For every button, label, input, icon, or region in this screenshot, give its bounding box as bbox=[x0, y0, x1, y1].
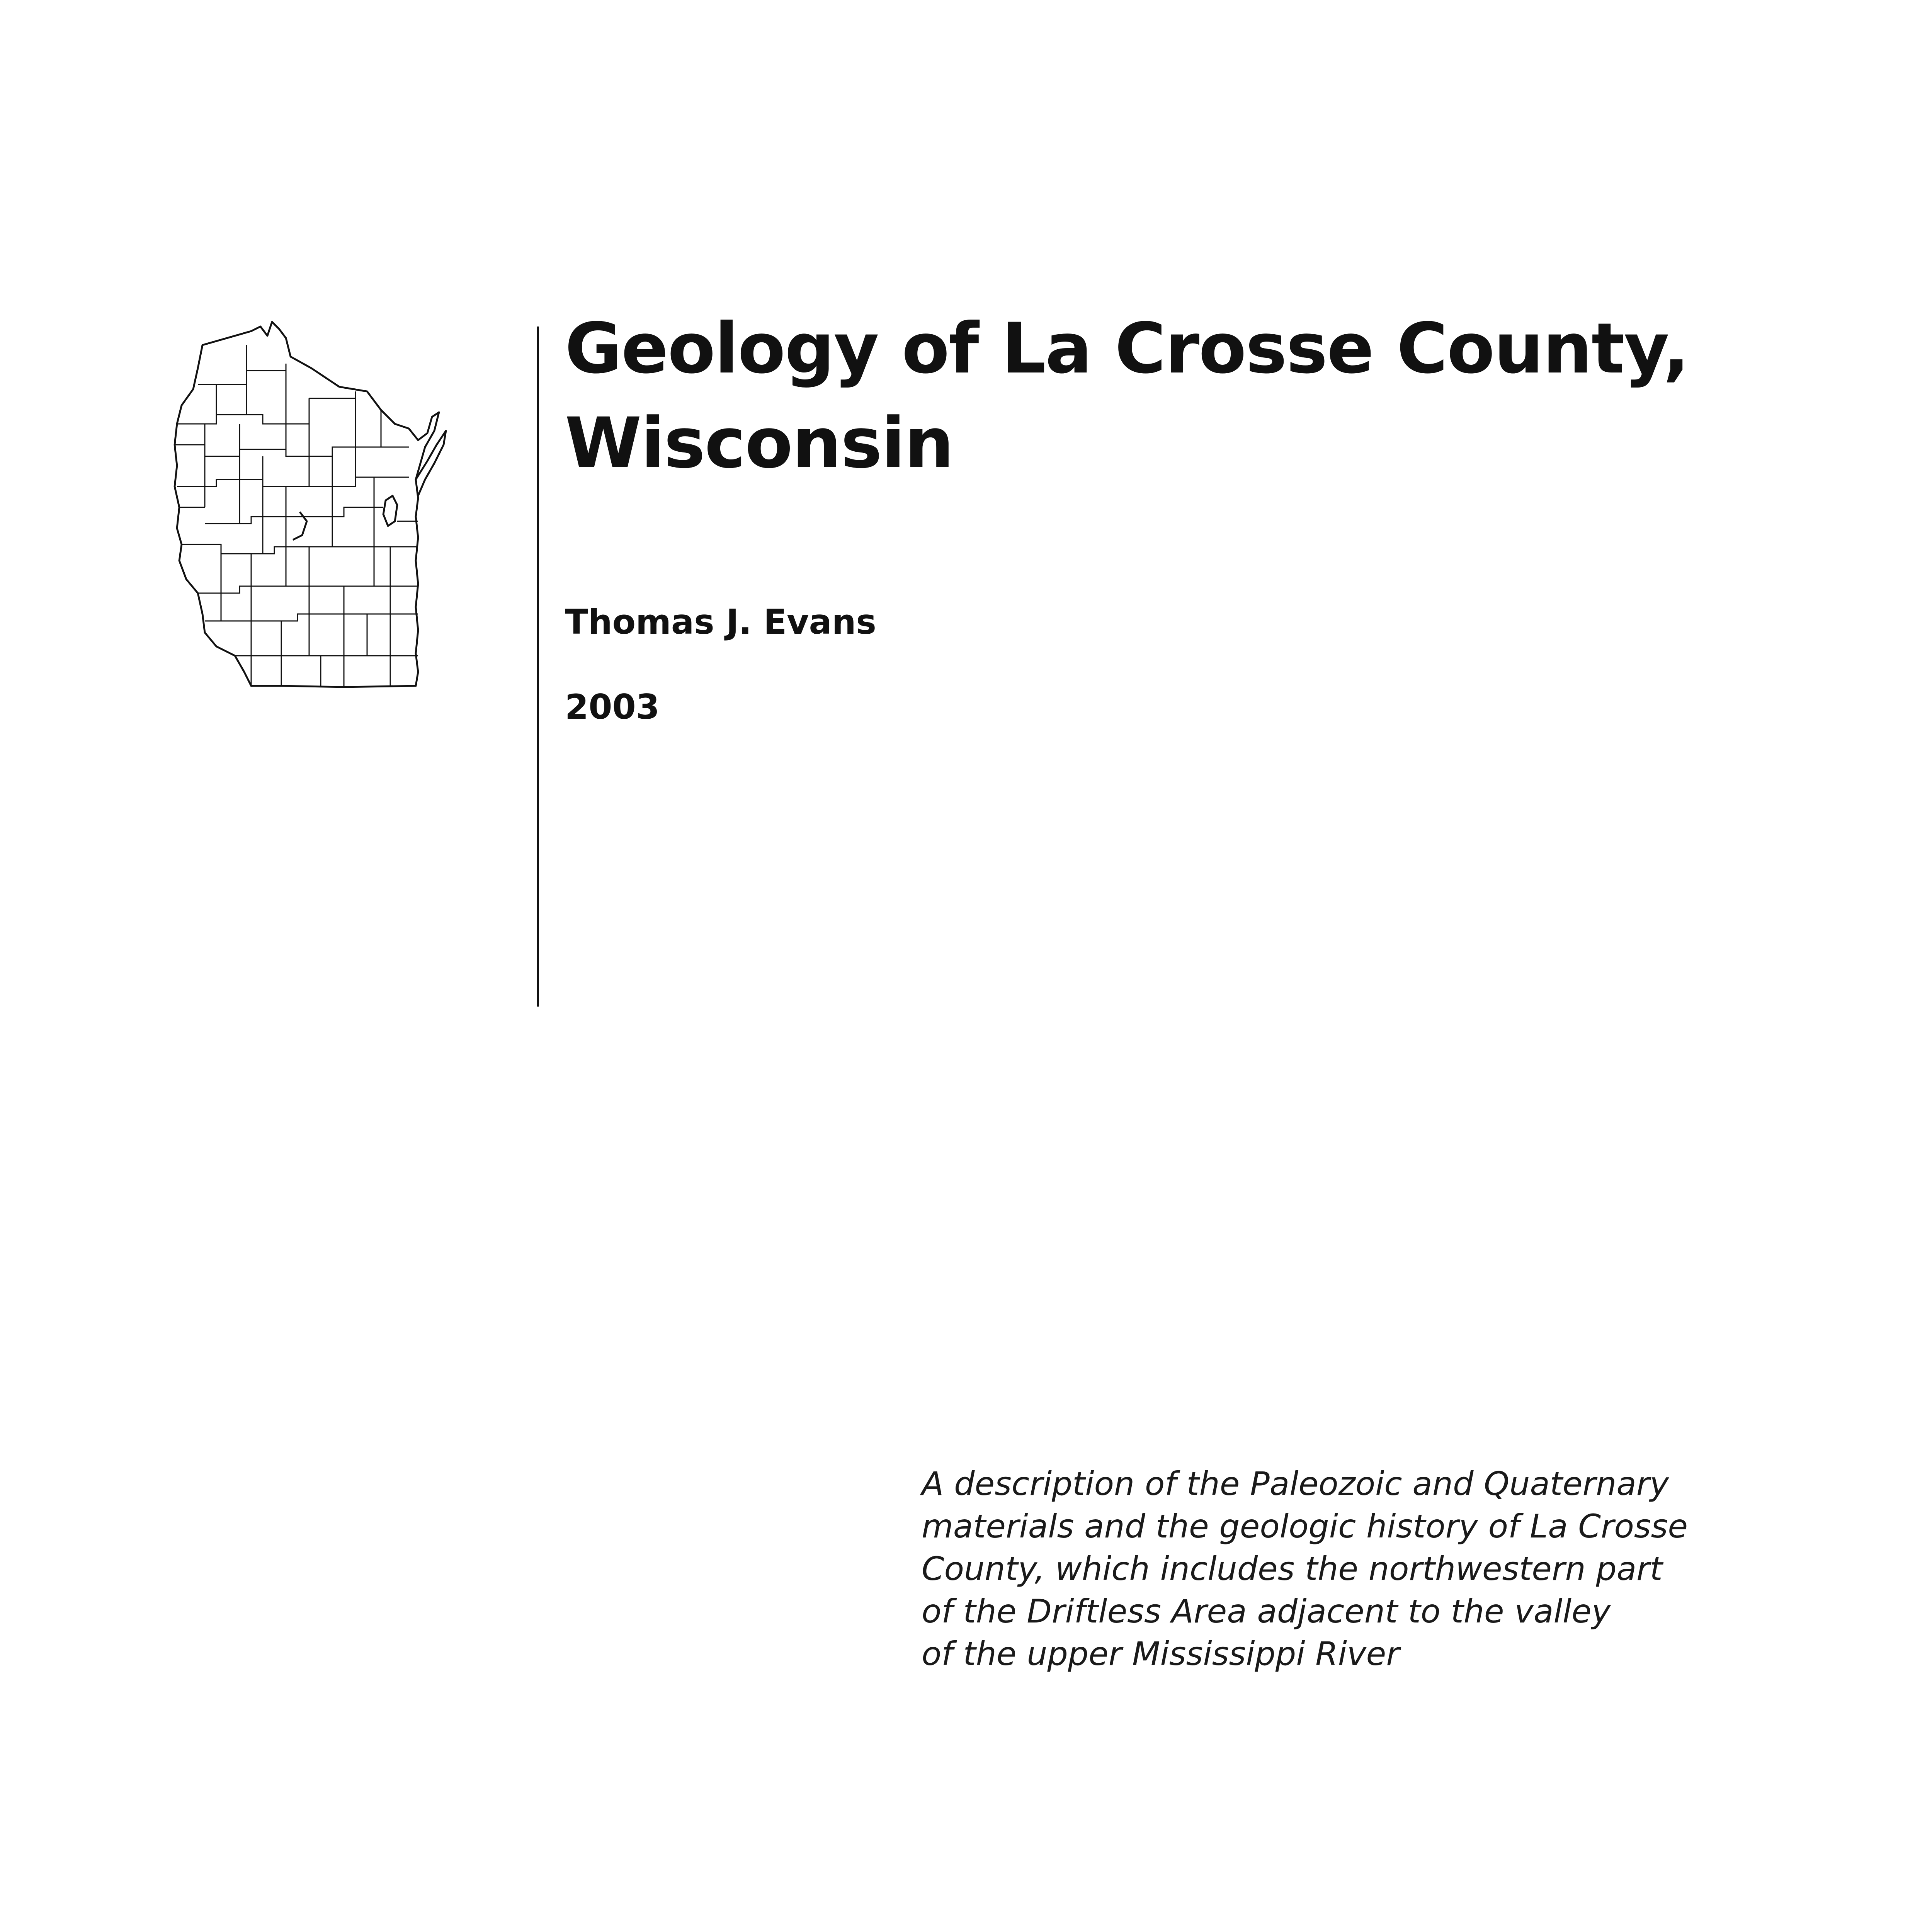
description-line-3: County, which includes the northwestern part bbox=[922, 1550, 1663, 1588]
document-title bbox=[565, 301, 1689, 491]
county-lines bbox=[175, 345, 418, 687]
description-line-1: A description of the Paleozoic and Quaternary bbox=[922, 1465, 1669, 1503]
state-outline bbox=[175, 322, 439, 687]
title-line-1: Geology of La Crosse County, bbox=[565, 308, 1689, 389]
description-line-2: materials and the geologic history of La Crosse bbox=[922, 1507, 1688, 1545]
publication-year: 2003 bbox=[565, 687, 660, 727]
description-block bbox=[922, 1463, 1688, 1675]
description-line-5: of the upper Mississippi River bbox=[922, 1635, 1400, 1673]
author-name: Thomas J. Evans bbox=[565, 602, 876, 642]
lake-winnebago bbox=[383, 496, 397, 526]
vertical-divider bbox=[537, 327, 539, 1007]
wisconsin-county-map-icon bbox=[170, 317, 518, 696]
title-line-2: Wisconsin bbox=[565, 403, 953, 484]
description-line-4: of the Driftless Area adjacent to the valley bbox=[922, 1592, 1611, 1630]
